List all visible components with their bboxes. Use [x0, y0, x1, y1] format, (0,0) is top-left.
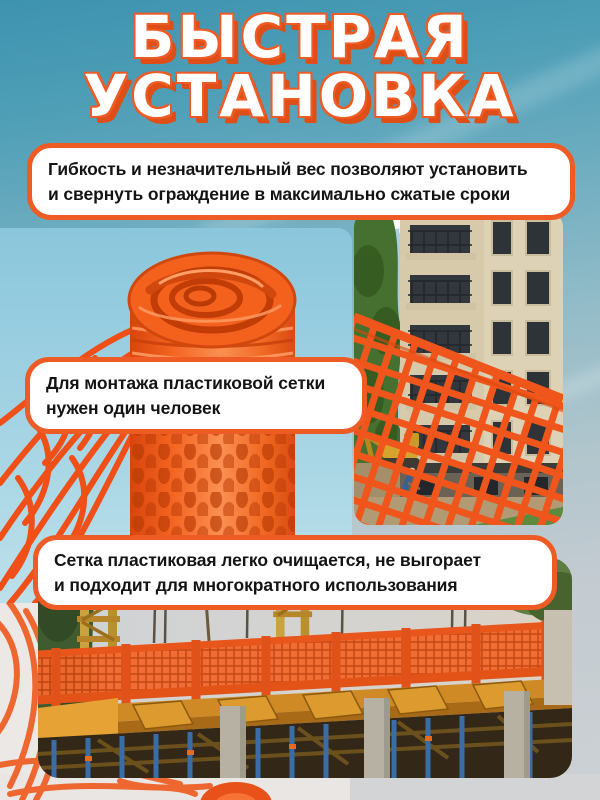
benefit-card-one-person	[25, 357, 367, 434]
benefit-card-reusable	[33, 535, 557, 610]
building-site-photo	[354, 211, 563, 525]
card-text-line: Гибкость и незначительный вес позволяют установить	[48, 159, 528, 179]
poster-title	[0, 3, 600, 131]
card-text-line: нужен один человек	[46, 397, 221, 418]
title-line-1: БЫСТРАЯ	[130, 3, 470, 71]
card-text-line: и подходит для многократного использования	[54, 574, 458, 595]
card-text-line: и свернуть ограждение в максимально сжатые сроки	[48, 183, 511, 204]
title-line-2: УСТАНОВКА	[83, 62, 517, 131]
card-text-line: Сетка пластиковая легко очищается, не выгорает	[54, 550, 481, 570]
card-text-line: Для монтажа пластиковой сетки	[46, 373, 326, 393]
benefit-card-flexibility	[27, 143, 575, 220]
